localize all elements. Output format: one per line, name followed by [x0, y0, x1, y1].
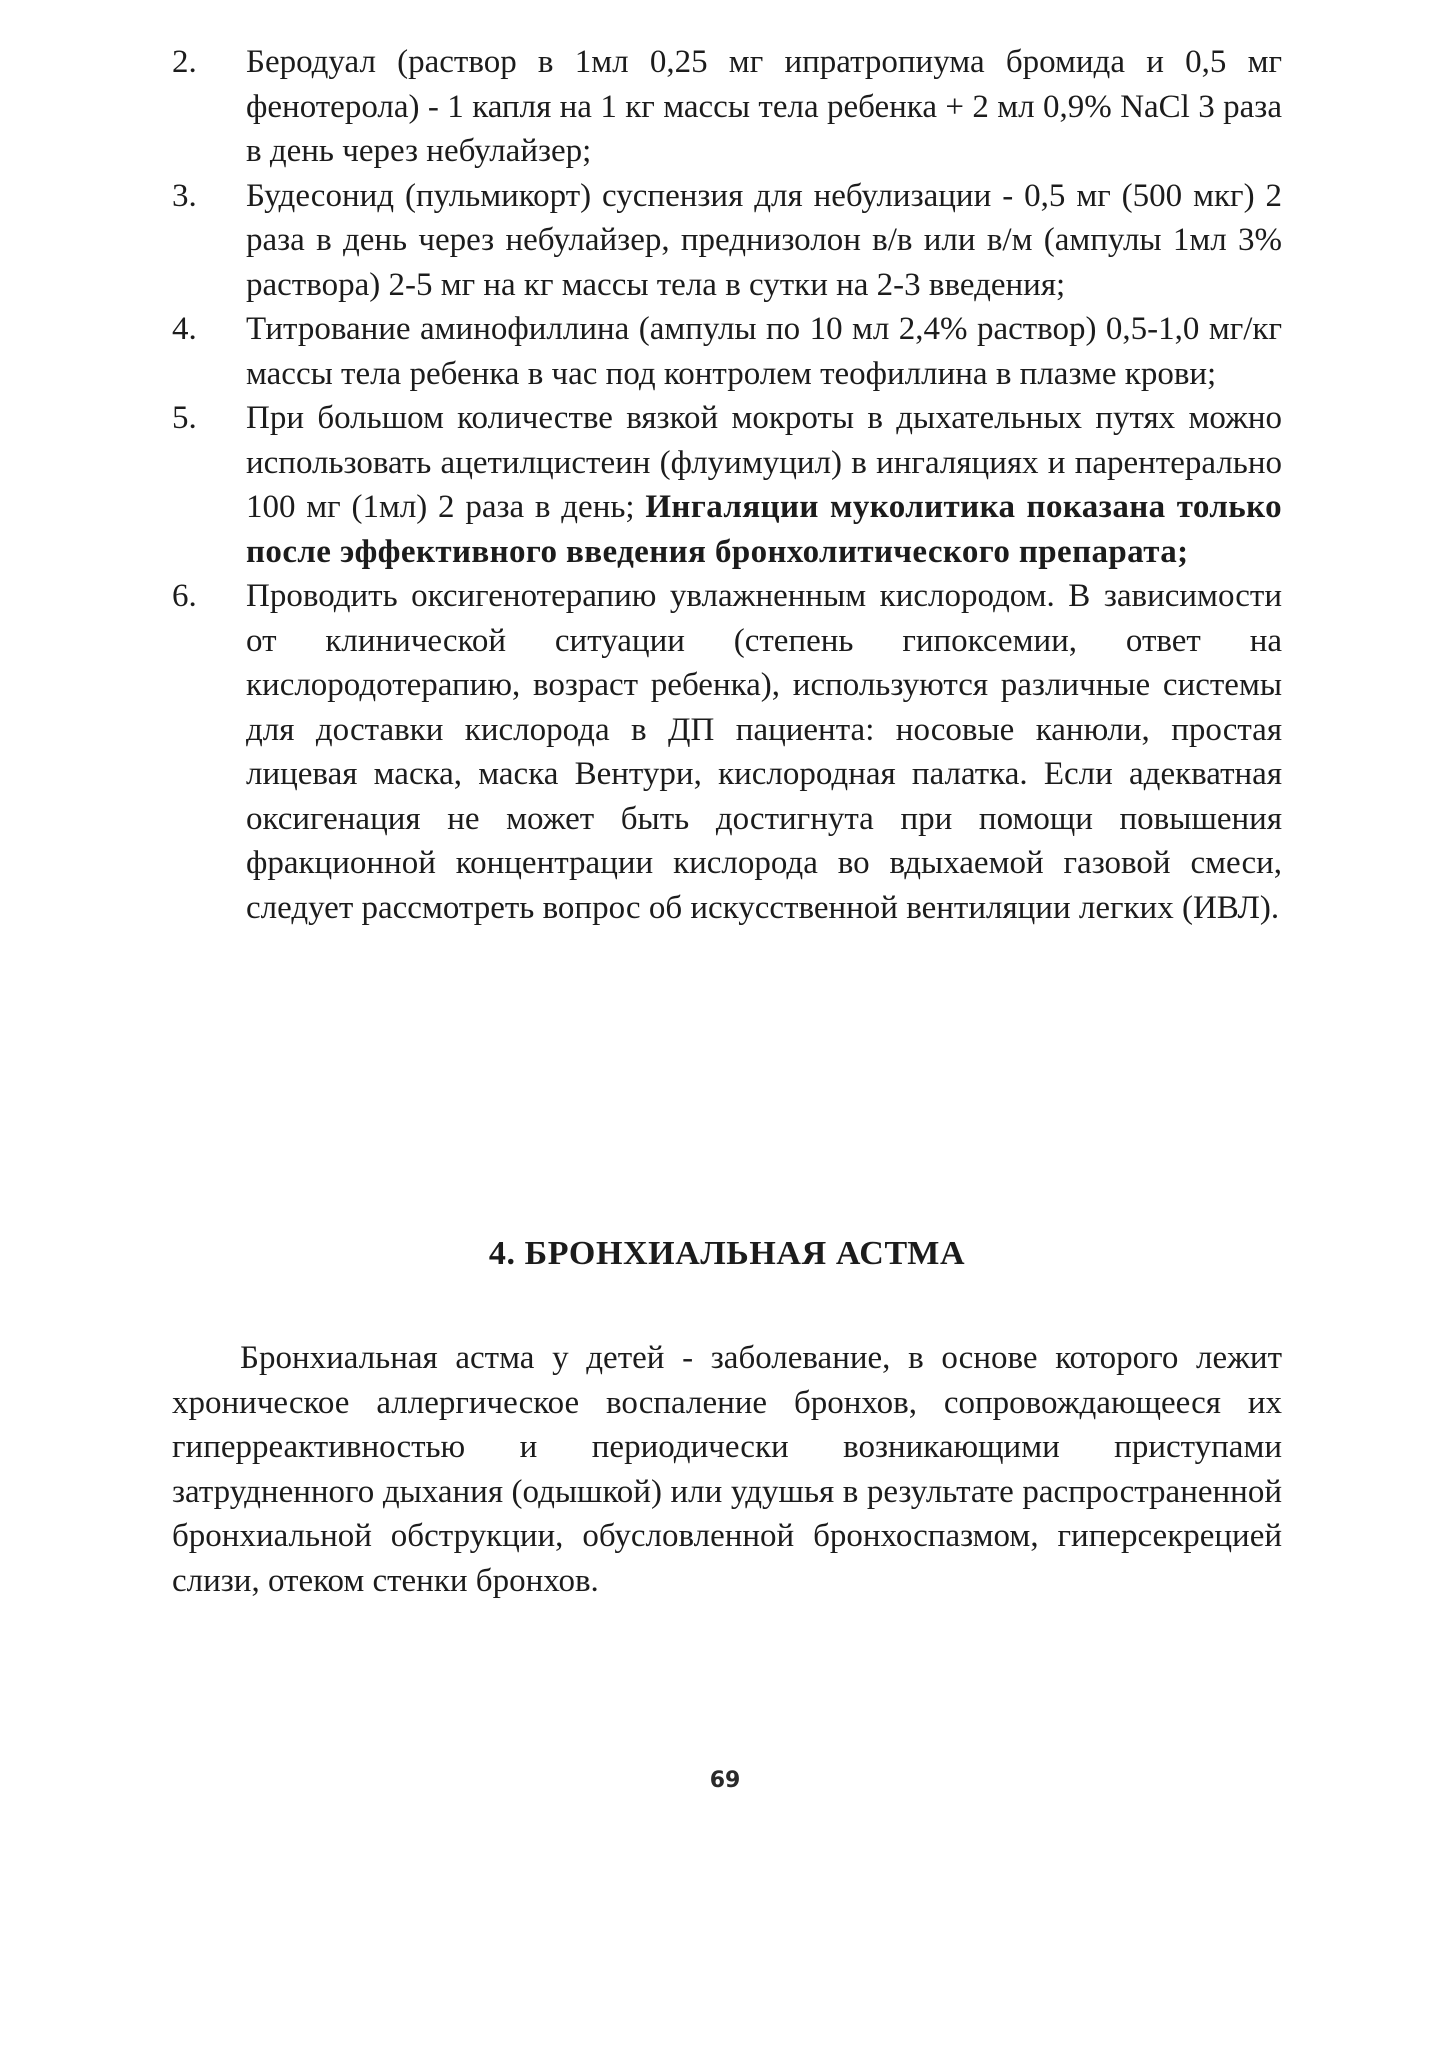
list-item-text-bold: Ингаляции муколитика показана только после эффективного введения бронхолитического препарата;	[246, 489, 1283, 570]
list-item-text-regular: Проводить оксигенотерапию увлажненным кислородом. В зависимости от клинической ситуации (степень гипоксемии, ответ на кислородотерапию, возраст ребенка), используются различные системы для доставки кислорода в ДП пациента: носовые канюли, простая лицевая маска, маска Вентури, кислородная палатка. Если адекватная оксигенация не может быть достигнута при помощи повышения фракционной концентрации кислорода во вдыхаемой газовой смеси, следует рассмотреть вопрос об искусственной вентиляции легких (ИВЛ).	[246, 578, 1282, 926]
treatment-list	[172, 40, 1282, 930]
list-item-text-regular: Титрование аминофиллина (ампулы по 10 мл 2,4% раствор) 0,5-1,0 мг/кг массы тела ребенка в час под контролем теофиллина в плазме крови;	[246, 311, 1282, 392]
list-item-text	[246, 574, 1282, 930]
list-item-number: 5.	[172, 400, 197, 436]
list-item-number: 4.	[172, 311, 197, 347]
section-paragraph: Бронхиальная астма у детей - заболевание, в основе которого лежит хроническое аллергическое воспаление бронхов, сопровождающееся их гиперреактивностью и периодически возникающими приступами затрудненного дыхания (одышкой) или удушья в результате распространенной бронхиальной обструкции, обусловленной бронхоспазмом, гиперсекрецией слизи, отеком стенки бронхов.	[172, 1340, 1282, 1599]
section-title: 4. БРОНХИАЛЬНАЯ АСТМА	[488, 1235, 966, 1272]
list-item	[172, 307, 1282, 396]
list-item-text-regular: Будесонид (пульмикорт) суспензия для небулизации - 0,5 мг (500 мкг) 2 раза в день через небулайзер, преднизолон в/в или в/м (ампулы 1мл 3% раствора) 2-5 мг на кг массы тела в сутки на 2-3 введения;	[246, 177, 1282, 303]
list-item-text-regular: При большом количестве вязкой мокроты в дыхательных путях можно использовать ацетилцистеин (флуимуцил) в ингаляциях и парентерально 100 мг (1мл) 2 раза в день;	[246, 400, 1282, 525]
list-item-number: 3.	[172, 177, 197, 214]
list-item	[172, 574, 1282, 930]
list-item	[172, 396, 1282, 574]
list-item-text	[246, 396, 1282, 574]
list-item-text	[246, 40, 1282, 174]
list-item-text	[246, 307, 1282, 396]
list-item	[172, 174, 1282, 308]
list-item-number: 2.	[172, 44, 197, 80]
list-item-text-regular: Беродуал (раствор в 1мл 0,25 мг ипратропиума бромида и 0,5 мг фенотерола) - 1 капля на 1 кг массы тела ребенка + 2 мл 0,9% NaCl 3 раза в день через небулайзер;	[246, 44, 1282, 169]
list-item-number: 6.	[172, 578, 197, 614]
page-number: 69	[709, 1768, 741, 1793]
list-item	[172, 40, 1282, 174]
list-item-text	[246, 174, 1282, 308]
